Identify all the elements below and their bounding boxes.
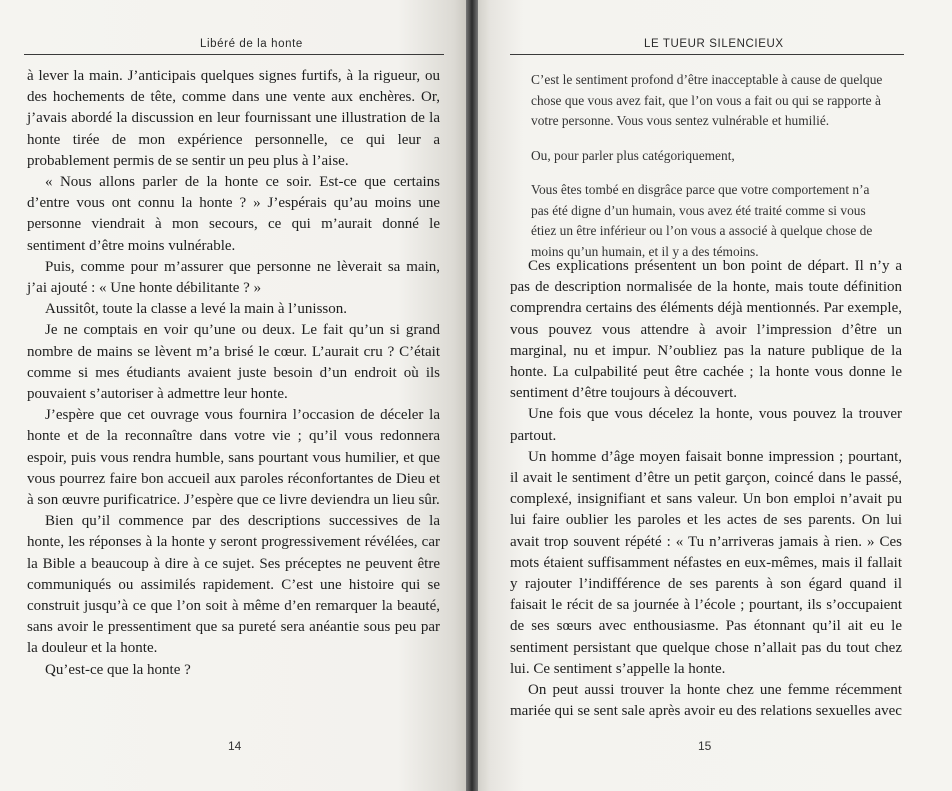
page-number-right: 15 (698, 739, 712, 753)
paragraph: On peut aussi trouver la honte chez une femme récemment mariée qui se sent sale après avoir eu des relations sexuelles avec (510, 682, 902, 720)
paragraph: Ces explications présentent un bon point de départ. Il n’y a pas de description normalisée de la honte, mais toute définition comprendra certains des éléments déjà mentionnés. Par exemple, vous pouvez vous attendre à avoir l’impression d’être un marginal, nu et impur. N’oubliez pas la nature publique de la honte. La culpabilité peut être cachée ; la honte vous donne le sentiment d’être toujours à découvert. (510, 258, 902, 402)
header-rule-right (510, 54, 904, 55)
paragraph: Aussitôt, toute la classe a levé la main à l’unisson. (45, 301, 348, 318)
right-body-text (510, 256, 902, 722)
running-head-right: LE TUEUR SILENCIEUX (644, 38, 784, 50)
paragraph: « Nous allons parler de la honte ce soir. Est-ce que certains d’entre vous ont connu la honte ? » J’espérais qu’au moins une personne viendrait à mon secours, ce qui m’aurait donné le sentiment d’être moins vulnérable. (27, 174, 440, 254)
book-gutter (466, 0, 478, 791)
paragraph: Bien qu’il commence par des descriptions successives de la honte, les réponses à la honte y seront progressivement révélées, car la Bible a beaucoup à dire à ce sujet. Ses préceptes ne peuvent être communiqués ou assimilés rapidement. C’est une histoire qui se construit jusqu’à ce que l’on soit à même d’en remarquer la beauté, sans avoir le pressentiment que sa pureté sera anéantie sous peu par la douleur et la honte. (27, 513, 440, 657)
running-head-left: Libéré de la honte (200, 38, 303, 50)
definition: Vous êtes tombé en disgrâce parce que votre comportement n’a pas été digne d’un humain, vous avez été traité comme si vous étiez un être inférieur ou l’on vous a associé à quelque chose de moins qu’un humain, et il y a des témoins. (531, 182, 873, 259)
definition-transition: Ou, pour parler plus catégoriquement, (531, 147, 735, 163)
page-number-left: 14 (228, 739, 242, 753)
section-question: Qu’est-ce que la honte ? (45, 661, 191, 678)
paragraph: Une fois que vous décelez la honte, vous pouvez la trouver partout. (510, 406, 902, 444)
paragraph: J’espère que cet ouvrage vous fournira l’occasion de déceler la honte et de la reconnaître dans votre vie ; qu’il vous redonnera espoir, puis vous rendra humble, sans pourtant vous humilier, et que vous pourrez faire bon accueil aux paroles réconfortantes de Dieu et à son œuvre purificatrice. J’espère que ce livre deviendra un lieu sûr. (27, 407, 440, 509)
paragraph: Un homme d’âge moyen faisait bonne impression ; pourtant, il avait le sentiment d’être un petit garçon, coincé dans le passé, complexé, insignifiant et sans valeur. Un bon emploi n’avait pu lui faire oublier les paroles et les actes de ses parents. On lui avait trop souvent répété : « Tu n’arriveras jamais à rien. » Ces mots étaient suffisamment néfastes en eux-mêmes, mais il fallait y rajouter l’indifférence de ses parents à son égard quand il faisait le récit de sa journée à l’école ; pourtant, ils s’occupaient de ses sœurs avec enthousiasme. Pas étonnant qu’il ait eu le sentiment persistant que quelque chose n’allait pas du tout chez lui. Ce sentiment s’appelle la honte. (510, 448, 902, 677)
paragraph: Puis, comme pour m’assurer que personne ne lèverait sa main, j’ai ajouté : « Une honte débilitante ? » (27, 258, 440, 297)
paragraph: Je ne comptais en voir qu’une ou deux. Le fait qu’un si grand nombre de mains se lèvent m’a brisé le cœur. L’aurait cru ? C’était comme si mes étudiants avaient juste besoin d’un endroit où ils pouvaient s’autoriser à admettre leur honte. (27, 322, 440, 403)
definition-block (531, 70, 883, 276)
left-body-text (27, 66, 440, 681)
paragraph: à lever la main. J’anticipais quelques signes furtifs, à la rigueur, ou des hochements de tête, comme dans une vente aux enchères. Or, j’avais abordé la discussion en leur fournissant une illustration de la honte tirée de mon expérience personnelle, ce qui leur a probablement permis de se sentir un peu plus à l’aise. (27, 68, 440, 169)
header-rule-left (24, 54, 444, 55)
definition: C’est le sentiment profond d’être inacceptable à cause de quelque chose que vous avez fait, que l’on vous a fait ou qui se rapporte à votre personne. Vous vous sentez vulnérable et humilié. (531, 72, 883, 128)
